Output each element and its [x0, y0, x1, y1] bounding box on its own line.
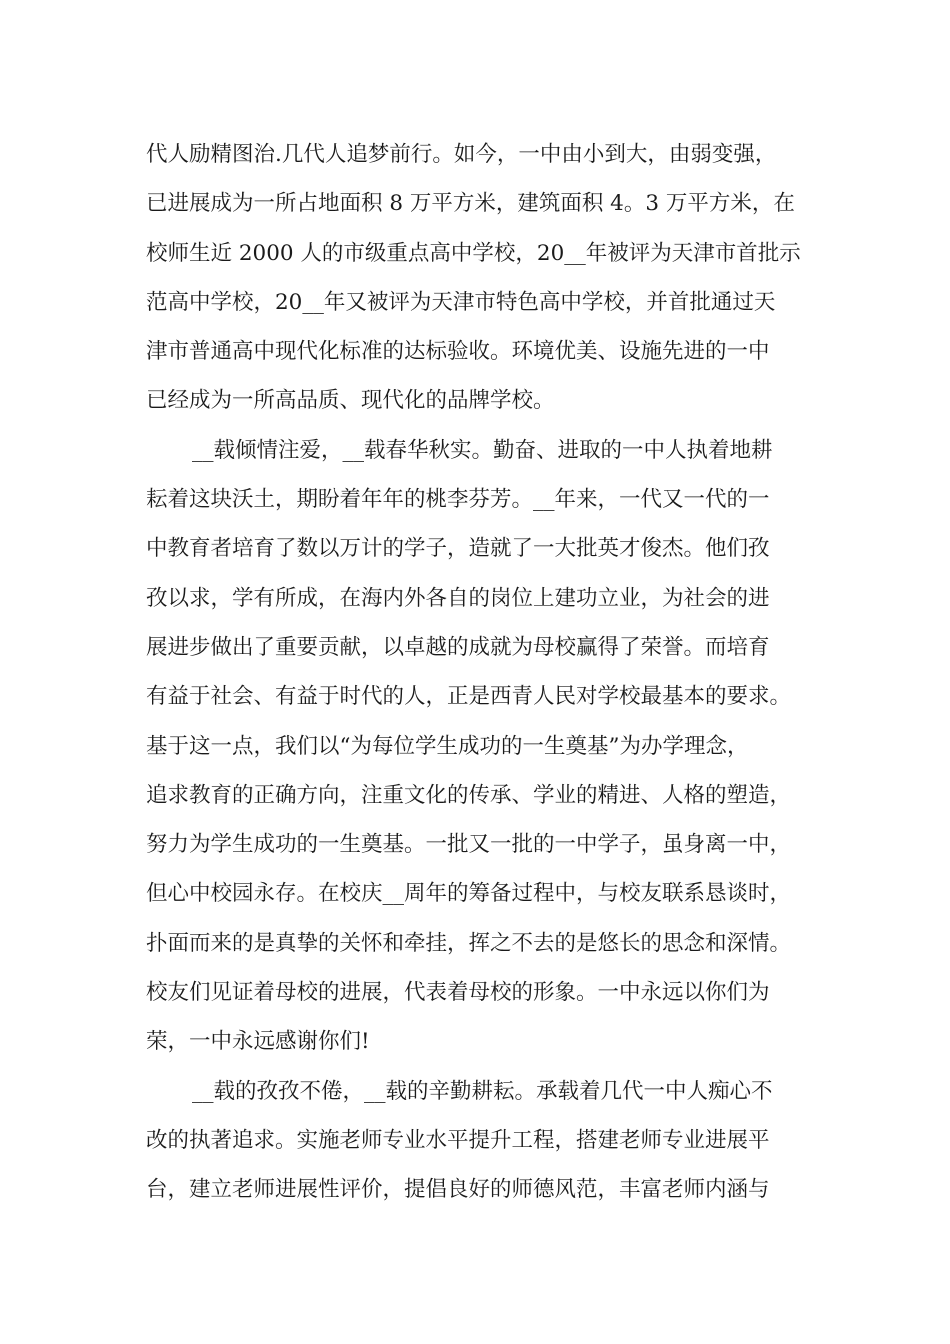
text-line: 已经成为一所高品质、现代化的品牌学校。 — [146, 388, 555, 414]
text-line: 孜以求，学有所成，在海内外各自的岗位上建功立业，为社会的进 — [146, 585, 770, 611]
text-line: 已进展成为一所占地面积 8 万平方米，建筑面积 4。3 万平方米，在 — [146, 191, 795, 217]
text-line: 校师生近 2000 人的市级重点高中学校，20__年被评为天津市首批示 — [146, 240, 801, 266]
text-line: 耘着这块沃土，期盼着年年的桃李芬芳。__年来，一代又一代的一 — [146, 487, 770, 513]
text-line: 展进步做出了重要贡献，以卓越的成就为母校赢得了荣誉。而培育 — [146, 634, 770, 660]
text-line: 但心中校园永存。在校庆__周年的筹备过程中，与校友联系恳谈时， — [146, 881, 792, 907]
paragraph-first-line: __载的孜孜不倦，__载的辛勤耕耘。承载着几代一中人痴心不 — [192, 1078, 773, 1104]
text-line: 津市普通高中现代化标准的达标验收。环境优美、设施先进的一中 — [146, 339, 770, 365]
text-line: 代人励精图治.几代人追梦前行。如今，一中由小到大，由弱变强， — [146, 142, 777, 167]
text-line: 荣，一中永远感谢你们! — [146, 1029, 370, 1055]
text-line: 努力为学生成功的一生奠基。一批又一批的一中学子，虽身离一中， — [146, 832, 792, 858]
text-line: 校友们见证着母校的进展，代表着母校的形象。一中永远以你们为 — [146, 980, 770, 1006]
text-line: 中教育者培育了数以万计的学子，造就了一大批英才俊杰。他们孜 — [146, 536, 770, 562]
text-line: 改的执著追求。实施老师专业水平提升工程，搭建老师专业进展平 — [146, 1127, 770, 1153]
text-line: 基于这一点，我们以“为每位学生成功的一生奠基”为办学理念， — [146, 733, 749, 759]
text-line: 追求教育的正确方向，注重文化的传承、学业的精进、人格的塑造， — [146, 782, 792, 808]
text-line: 范高中学校，20__年又被评为天津市特色高中学校，并首批通过天 — [146, 289, 776, 315]
document-body — [146, 130, 836, 1215]
paragraph-first-line: __载倾情注爱，__载春华秋实。勤奋、进取的一中人执着地耕 — [192, 437, 773, 463]
text-line: 扑面而来的是真挚的关怀和牵挂，挥之不去的是悠长的思念和深情。 — [146, 930, 792, 956]
text-line: 台，建立老师进展性评价，提倡良好的师德风范，丰富老师内涵与 — [146, 1177, 770, 1203]
text-line: 有益于社会、有益于时代的人，正是西青人民对学校最基本的要求。 — [146, 684, 792, 710]
